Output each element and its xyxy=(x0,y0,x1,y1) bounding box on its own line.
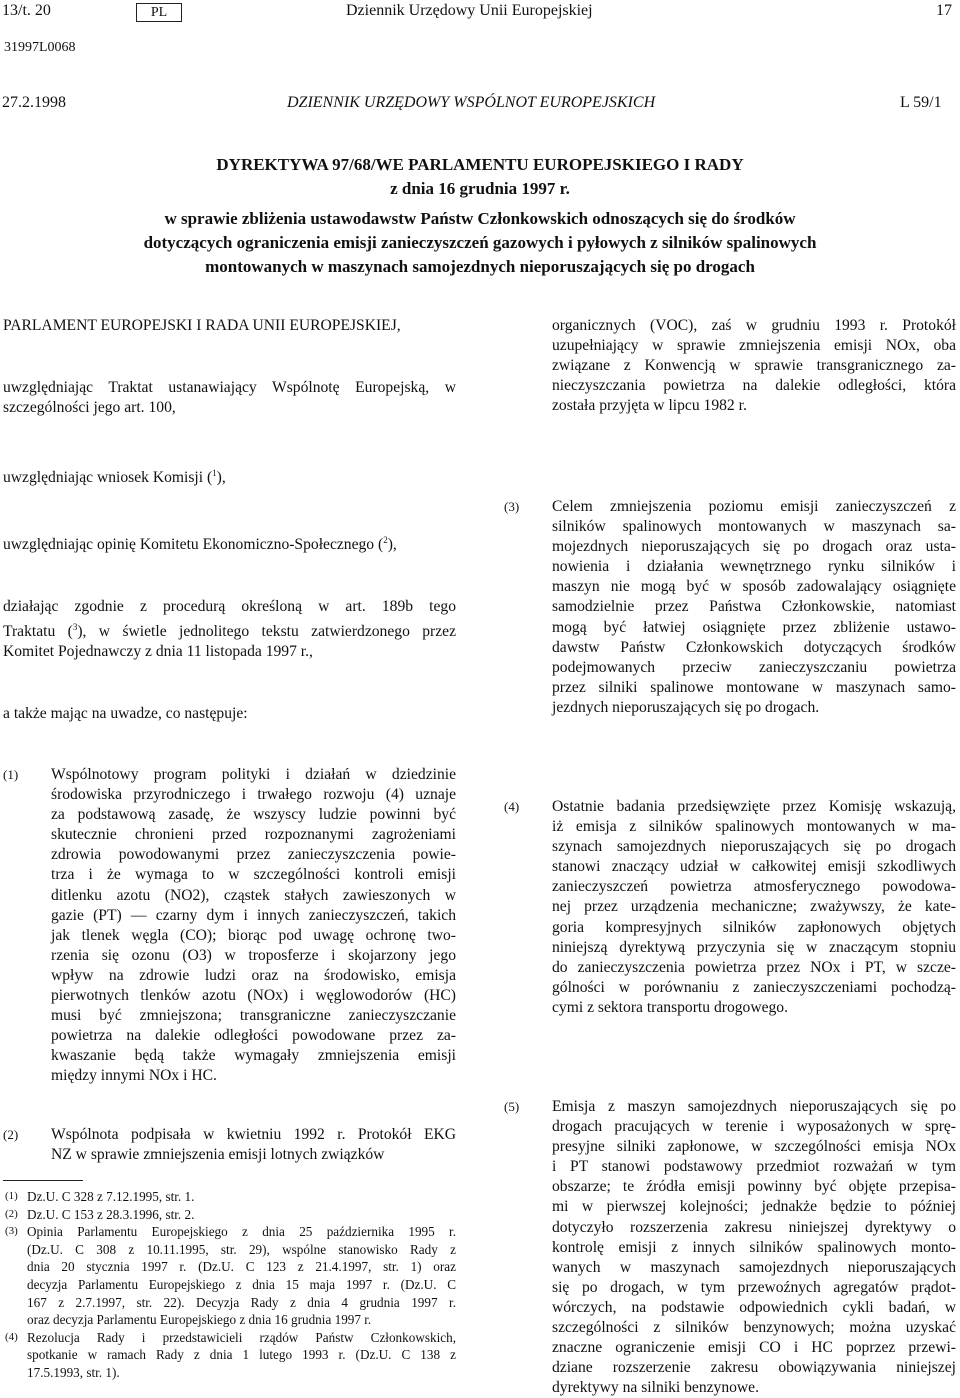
text-line: iż emisja z silników spalinowych montowanych w ma- xyxy=(552,818,956,836)
text-line: środowiska przyrodniczego i trwałego rozwoju (4) uznaje xyxy=(51,786,456,804)
text-line: 17.5.1993, str. 1). xyxy=(27,1364,120,1380)
footnote-rule xyxy=(3,1180,83,1181)
text-line: decyzja Parlamentu Europejskiego z dnia 15 maja 1997 r. (Dz.U. C xyxy=(27,1276,456,1292)
text-line: samodzielnie przez Państwa Członkowskie, natomiast xyxy=(552,598,956,616)
title-line: w sprawie zbliżenia ustawodawstw Państw Członkowskich odnoszących się do środków xyxy=(164,209,796,228)
document-title xyxy=(0,153,960,279)
text-line: ditlenku azotu (NO2), cząstek stałych zawieszonych w xyxy=(51,886,456,904)
left-column xyxy=(3,316,456,336)
text-line: maszyn nie mogą być w sposób zadowalający osiągnięte xyxy=(552,578,956,596)
text-line: szynach samojezdnych nieporuszających się po drogach xyxy=(552,838,956,856)
text-line: Komitet Pojednawczy z dnia 11 listopada 1997 r., xyxy=(3,643,313,661)
text-line: nowienia i działania wewnętrznego rynku silników i xyxy=(552,558,956,576)
text-line: oraz decyzja Parlamentu Europejskiego z dnia 16 grudnia 1997 r. xyxy=(27,1312,372,1328)
footnote xyxy=(3,1223,456,1329)
text-line: mogą być łatwiej osiągnięte przez zbliżenie ustawo- xyxy=(552,618,956,636)
recital-2 xyxy=(3,1125,456,1170)
text-line: jezdnych nieporuszających się po drogach. xyxy=(552,698,820,716)
text-line: spotkanie w ramach Rady z dnia 1 lutego 1993 r. (Dz.U. C 138 z xyxy=(27,1347,456,1363)
recital-3 xyxy=(504,497,956,722)
text-line: kwaszanie będą także wymagały zmniejszenia emisji xyxy=(51,1047,456,1065)
recital-number: (3) xyxy=(504,499,520,514)
text-line: związane z Konwencją w sprawie transgranicznego za- xyxy=(552,357,956,375)
recital-2-continued xyxy=(552,316,956,416)
title-line: montowanych w maszynach samojezdnych nieporuszających się po drogach xyxy=(205,257,755,276)
text-line: i PT stanowi podstawowy przedmiot rozważań w tym xyxy=(552,1158,956,1176)
footnote-ref: 2 xyxy=(383,535,388,545)
text-line: znaczne ograniczenie emisji CO i HC poprzez przewi- xyxy=(552,1339,956,1357)
text-line: dyrektywy na silniki benzynowe. xyxy=(552,1379,760,1397)
recital-body xyxy=(51,1125,456,1165)
text-line: Celem zmniejszenia poziomu emisji zanieczyszczeń z xyxy=(552,498,956,515)
title-date: z dnia 16 grudnia 1997 r. xyxy=(390,179,570,198)
footnote xyxy=(3,1206,456,1224)
recital-number: (5) xyxy=(504,1099,520,1114)
text-line: goria kompresyjnych silników zapłonowych objętych xyxy=(552,918,956,936)
text-line: wpływ na zdrowie ludzi oraz na środowisko, emisja xyxy=(51,966,456,984)
text-line: za podstawową zasadę, że wszyscy ludzie powinni być xyxy=(51,806,456,824)
text-line: zanieczyszczeń powietrza atmosferycznego powodowa- xyxy=(552,878,956,896)
text-line: się po drogach, w tym przewoźnych agregatów prądot- xyxy=(552,1278,956,1296)
recital-number: (2) xyxy=(3,1127,19,1142)
text-line: wanych w maszynach samojezdnych nieporuszających xyxy=(552,1258,956,1276)
text-line: uzupełniający w sprawie zmniejszenia emisji NOx, oba xyxy=(552,337,956,355)
footnote-marker: (1) xyxy=(5,1190,18,1202)
oj-journal: DZIENNIK URZĘDOWY WSPÓLNOT EUROPEJSKICH xyxy=(287,94,656,111)
text-line: dotyczyło rozszerzenia zakresu niniejszej dyrektywy o xyxy=(552,1218,956,1236)
text-line: uwzględniając Traktat ustanawiający Wspólnotę Europejską, w xyxy=(3,379,456,396)
text-line: NZ w sprawie zmniejszenia emisji lotnych związków xyxy=(51,1146,385,1164)
text-line: nieczyszczania powietrza na dalekie odległości, która xyxy=(552,377,956,395)
text-line: cymi z sektora transportu drogowego. xyxy=(552,998,789,1016)
journal-name: Dziennik Urzędowy Unii Europejskiej xyxy=(346,2,593,19)
footnote-ref: 3 xyxy=(72,622,78,633)
language-box: PL xyxy=(136,3,182,22)
text-line: pierwotnych tlenków azotu (NOx) i węglowodorów (HC) xyxy=(51,987,456,1005)
text-line: trza i że wymaga to w szczególności kontroli emisji xyxy=(51,866,456,884)
text-line: obszarze; te źródła emisji powinny być objęte przepisa- xyxy=(552,1178,956,1196)
title-line: dotyczących ograniczenia emisji zanieczyszczeń gazowych i pyłowych z silników spalinowych xyxy=(143,233,817,252)
page-header xyxy=(0,0,960,26)
text-line: Wspólnotowy program polityki i działań w dziedzinie xyxy=(51,766,456,783)
text-line: Emisja z maszyn samojezdnych nieporuszających się po xyxy=(552,1098,956,1115)
text-line: jak tlenek węgla (CO); biorąc pod uwagę ochronę two- xyxy=(51,926,456,944)
text-line: mojezdnych nieporuszających się po drogach oraz usta- xyxy=(552,538,956,556)
text-line: dziane rozszerzenie zakresu obowiązywania niniejszej xyxy=(552,1359,956,1377)
recital-5 xyxy=(504,1097,956,1397)
recital-1 xyxy=(3,765,456,1095)
text-line: rzenia się ozonu (O3) w troposferze i skojarzony jego xyxy=(51,946,456,964)
recital-number: (1) xyxy=(3,767,19,782)
text-line: stanowi znaczący udział w całkowitej emisji szkodliwych xyxy=(552,858,956,876)
whereas-intro: a także mając na uwadze, co następuje: xyxy=(3,705,248,722)
text-line: do zanieczyszczenia powietrza przez NOx i PT, w szcze- xyxy=(552,958,956,976)
citation-procedure xyxy=(3,597,456,662)
recital-body xyxy=(552,1097,956,1398)
text-line: wórczych, na podstawie odpowiednich cykli badań, w xyxy=(552,1298,956,1316)
text-line: powietrza na dalekie odległości powodowane przez za- xyxy=(51,1027,456,1045)
text-line: skutecznie chronieni przed rozpoznanymi zagrożeniami xyxy=(51,826,456,844)
text-line: 167 z 2.7.1997, str. 22). Decyzja Rady z dnia 4 grudnia 1997 r. xyxy=(27,1294,456,1310)
text-line: musi być zmniejszona; transgraniczne zanieczyszczanie xyxy=(51,1007,456,1025)
recital-4 xyxy=(504,797,956,1022)
recital-body xyxy=(552,797,956,1018)
citation-treaty xyxy=(3,378,456,418)
text-line: dnia 20 stycznia 1997 r. (Dz.U. C 123 z 21.4.1997, str. 1) oraz xyxy=(27,1259,456,1275)
text-line: Opinia Parlamentu Europejskiego z dnia 25 października 1995 r. xyxy=(27,1224,456,1240)
recital-body xyxy=(552,497,956,718)
oj-ref: L 59/1 xyxy=(900,94,942,111)
text-line: niniejszą dyrektywą przyczynia się w znaczącym stopniu xyxy=(552,938,956,956)
text-line: dawstw Państw Członkowskich dotyczących środków xyxy=(552,638,956,656)
text-line: Ostatnie badania przedsięwzięte przez Komisję wskazują, xyxy=(552,798,956,815)
text-line: gólności w porównaniu z zanieczyszczeniami pochodzą- xyxy=(552,978,956,996)
footnote-marker: (4) xyxy=(5,1330,18,1343)
text-line: mi w pierwszej kolejności; jednakże będzie to później xyxy=(552,1198,956,1216)
text-line: zdrowia powodowanymi przez zanieczyszczenia powie- xyxy=(51,846,456,864)
recital-number: (4) xyxy=(504,799,520,814)
footnote-marker: (2) xyxy=(5,1207,18,1220)
footnote-ref: 1 xyxy=(212,468,217,478)
footnote-marker: (3) xyxy=(5,1225,18,1238)
celex-number: 31997L0068 xyxy=(4,40,76,55)
text-line: silników spalinowych montowanych w maszynach sa- xyxy=(552,518,956,536)
oj-date: 27.2.1998 xyxy=(2,94,66,111)
text-line: organicznych (VOC), zaś w grudniu 1993 r. Protokół xyxy=(552,317,956,334)
text-line: gazie (PT) — czarny dym i innych zanieczyszczeń, takich xyxy=(51,906,456,924)
text-line: podejmowanych przeciw zanieczyszczaniu powietrza xyxy=(552,658,956,676)
title-line: DYREKTYWA 97/68/WE PARLAMENTU EUROPEJSKIEGO I RADY xyxy=(216,155,744,174)
text-line: Dz.U. C 153 z 28.3.1996, str. 2. xyxy=(27,1206,195,1222)
footnotes xyxy=(3,1188,456,1382)
text-line: Wspólnota podpisała w kwietniu 1992 r. Protokół EKG xyxy=(51,1126,456,1143)
text-line: kontrolę emisji z innych silników spalinowych monto- xyxy=(552,1238,956,1256)
text-line: presyjne silniki zapłonowe, w szczególności emisja NOx xyxy=(552,1138,956,1156)
text-line: Dz.U. C 328 z 7.12.1995, str. 1. xyxy=(27,1189,195,1204)
text-line: (Dz.U. C 308 z 10.11.1995, str. 29), wspólne stanowisko Rady z xyxy=(27,1241,456,1257)
text-line: nej przez urządzenia mechaniczne; zważywszy, że kate- xyxy=(552,898,956,916)
footnote xyxy=(3,1329,456,1382)
text-line: została przyjęta w lipcu 1982 r. xyxy=(552,397,747,415)
footnote xyxy=(3,1188,456,1206)
text-line: szczególności jego art. 100, xyxy=(3,399,176,417)
text-line: szczególności z silników benzynowych; można uzyskać xyxy=(552,1319,956,1337)
recital-body xyxy=(51,765,456,1087)
citation-opinion: uwzględniając opinię Komitetu Ekonomiczno-Społecznego ($^2$), xyxy=(3,535,397,554)
text-line: między innymi NOx i HC. xyxy=(51,1067,217,1085)
page-reference: 13/t. 20 xyxy=(2,2,51,19)
text-line: Rezolucja Rady i przedstawicieli rządów Państw Członkowskich, xyxy=(27,1329,456,1345)
page-number: 17 xyxy=(936,2,952,19)
text-line: drogach pracujących w terenie i wyposażonych w sprę- xyxy=(552,1118,956,1136)
text-line: działając zgodnie z procedurą określoną w art. 189b tego xyxy=(3,598,456,615)
text-line: Traktatu ($^3$), w świetle jednolitego tekstu zatwierdzonego przez xyxy=(3,622,456,641)
citation-proposal: uwzględniając wniosek Komisji ($^1$), xyxy=(3,468,226,487)
text-line: przez silniki spalinowe montowane w maszynach samo- xyxy=(552,678,956,696)
preamble-heading: PARLAMENT EUROPEJSKI I RADA UNII EUROPEJSKIEJ, xyxy=(3,317,401,334)
